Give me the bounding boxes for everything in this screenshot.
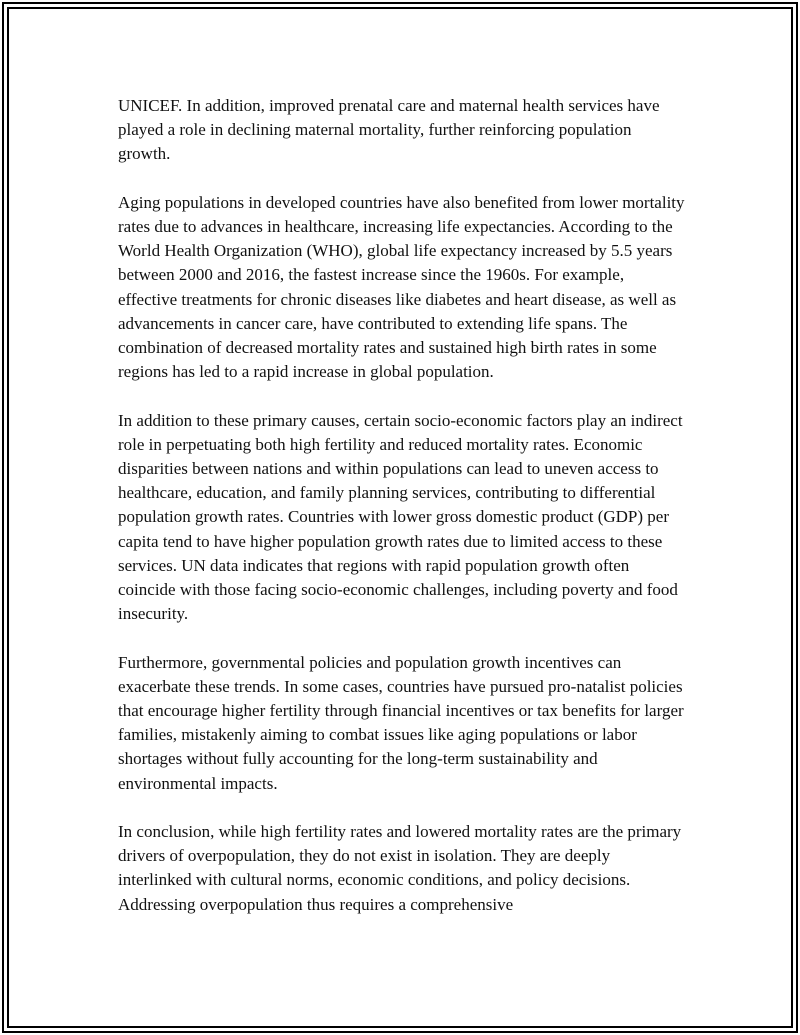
- paragraph-4: Furthermore, governmental policies and population growth incentives can exacerbate these trends. In some cases, countries have pursued pro-natalist policies that encourage higher fertility through financial incentives or tax benefits for larger families, mistakenly aiming to combat issues like aging populations or labor shortages without fully accounting for the long-term sustainability and environmental impacts.: [118, 652, 684, 793]
- paragraph-3: In addition to these primary causes, certain socio-economic factors play an indirect role in perpetuating both high fertility and reduced mortality rates. Economic disparities between nations and within populations can lead to uneven access to healthcare, education, and family planning services, contributing to differential population growth rates. Countries with lower gross domestic product (GDP) per capita tend to have higher population growth rates due to limited access to these services. UN data indicates that regions with rapid population growth often coincide with those facing socio-economic challenges, including poverty and food insecurity.: [118, 410, 683, 624]
- paragraph-1: UNICEF. In addition, improved prenatal care and maternal health services have played a role in declining maternal mortality, further reinforcing population growth.: [118, 96, 660, 164]
- paragraph-2: Aging populations in developed countries have also benefited from lower mortality rates due to advances in healthcare, increasing life expectancies. According to the World Health Organization (WHO), global life expectancy increased by 5.5 years between 2000 and 2016, the fastest increase since the 1960s. For example, effective treatments for chronic diseases like diabetes and heart disease, as well as advancements in cancer care, have contributed to extending life spans. The combination of decreased mortality rates and sustained high birth rates in some regions has led to a rapid increase in global population.: [118, 192, 685, 382]
- paragraph-5: In conclusion, while high fertility rates and lowered mortality rates are the primary drivers of overpopulation, they do not exist in isolation. They are deeply interlinked with cultural norms, economic conditions, and policy decisions. Addressing overpopulation thus requires a comprehensive: [118, 822, 682, 914]
- document-body: [118, 94, 686, 917]
